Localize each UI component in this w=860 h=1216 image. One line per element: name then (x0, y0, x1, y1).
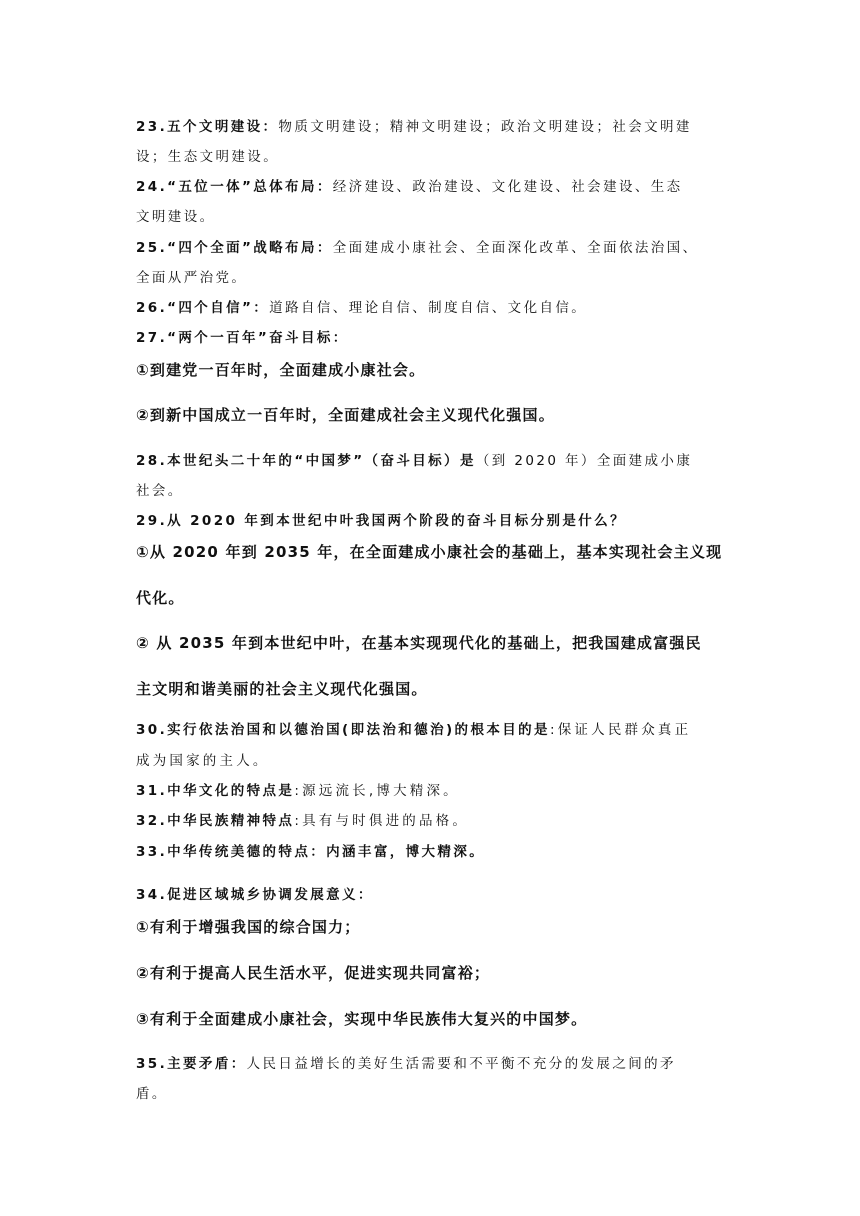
item-26-line (136, 298, 736, 318)
item-31-body: :源远流长,博大精深。 (294, 783, 460, 799)
item-28-line-2: 社会。 (136, 483, 184, 499)
item-35-line-1 (136, 1054, 736, 1074)
item-30-cont: 成为国家的主人。 (136, 753, 270, 769)
item-24-line-2: 文明建设。 (136, 209, 216, 225)
item-29-point-2-line-2: 主文明和谐美丽的社会主义现代化强国。 (136, 680, 428, 698)
item-33-line (136, 842, 736, 862)
item-26-body: 道路自信、理论自信、制度自信、文化自信。 (269, 300, 588, 316)
item-23-body: 物质文明建设；精神文明建设；政治文明建设；社会文明建 (278, 119, 692, 135)
item-25-title: 25.“四个全面”战略布局： (136, 240, 333, 256)
item-23-title: 23.五个文明建设： (136, 119, 279, 135)
item-35-line-2: 盾。 (136, 1086, 168, 1102)
item-25-line-2: 全面从严治党。 (136, 270, 248, 286)
item-23-line-2: 设；生态文明建设。 (136, 149, 280, 165)
item-29-point-1-line-1: ①从 2020 年到 2035 年，在全面建成小康社会的基础上，基本实现社会主义现 (136, 543, 723, 561)
item-28-title: 28.本世纪头二十年的“中国梦”（奋斗目标）是 (136, 453, 476, 469)
item-34-title-text: 34.促进区域城乡协调发展意义： (136, 887, 374, 903)
item-33-text: 33.中华传统美德的特点：内涵丰富，博大精深。 (136, 844, 486, 860)
item-29-title (136, 511, 736, 531)
item-35-title: 35.主要矛盾： (136, 1056, 247, 1072)
item-29-title-text: 29.从 2020 年到本世纪中叶我国两个阶段的奋斗目标分别是什么？ (136, 513, 626, 529)
item-24-body: 经济建设、政治建设、文化建设、社会建设、生态 (332, 179, 683, 195)
item-29-point-1-line-2: 代化。 (136, 589, 185, 607)
item-27-point-2: ②到新中国成立一百年时，全面建成社会主义现代化强国。 (136, 406, 555, 424)
item-28-line-1 (136, 451, 736, 471)
item-23-line-1 (136, 117, 736, 137)
item-34-title (136, 885, 736, 905)
item-32-title: 32.中华民族精神特点 (136, 813, 295, 829)
item-24-line-1 (136, 177, 736, 197)
item-30-body: :保证人民群众真正 (549, 722, 692, 738)
item-26-title: 26.“四个自信”： (136, 300, 270, 316)
item-35-body: 人民日益增长的美好生活需要和不平衡不充分的发展之间的矛 (246, 1056, 676, 1072)
item-25-body: 全面建成小康社会、全面深化改革、全面依法治国、 (332, 240, 699, 256)
item-32-body: :具有与时俱进的品格。 (294, 813, 470, 829)
item-31-title: 31.中华文化的特点是 (136, 783, 295, 799)
item-30-line-2 (136, 751, 736, 771)
item-27-title-text: 27.“两个一百年”奋斗目标： (136, 330, 349, 346)
item-32-line (136, 811, 736, 831)
item-24-title: 24.“五位一体”总体布局： (136, 179, 333, 195)
item-30-line-1 (136, 720, 736, 740)
item-34-point-2: ②有利于提高人民生活水平，促进实现共同富裕； (136, 964, 491, 982)
item-29-point-2-line-1: ② 从 2035 年到本世纪中叶，在基本实现现代化的基础上，把我国建成富强民 (136, 634, 702, 652)
item-25-line-1 (136, 238, 736, 258)
item-34-point-1: ①有利于增强我国的综合国力； (136, 918, 361, 936)
item-31-line (136, 781, 736, 801)
item-27-point-1: ①到建党一百年时，全面建成小康社会。 (136, 361, 426, 379)
item-34-point-3: ③有利于全面建成小康社会，实现中华民族伟大复兴的中国梦。 (136, 1010, 588, 1028)
item-30-title: 30.实行依法治国和以德治国(即法治和德治)的根本目的是 (136, 722, 550, 738)
item-27-title (136, 328, 736, 348)
item-28-body: （到 2020 年）全面建成小康 (475, 453, 693, 469)
